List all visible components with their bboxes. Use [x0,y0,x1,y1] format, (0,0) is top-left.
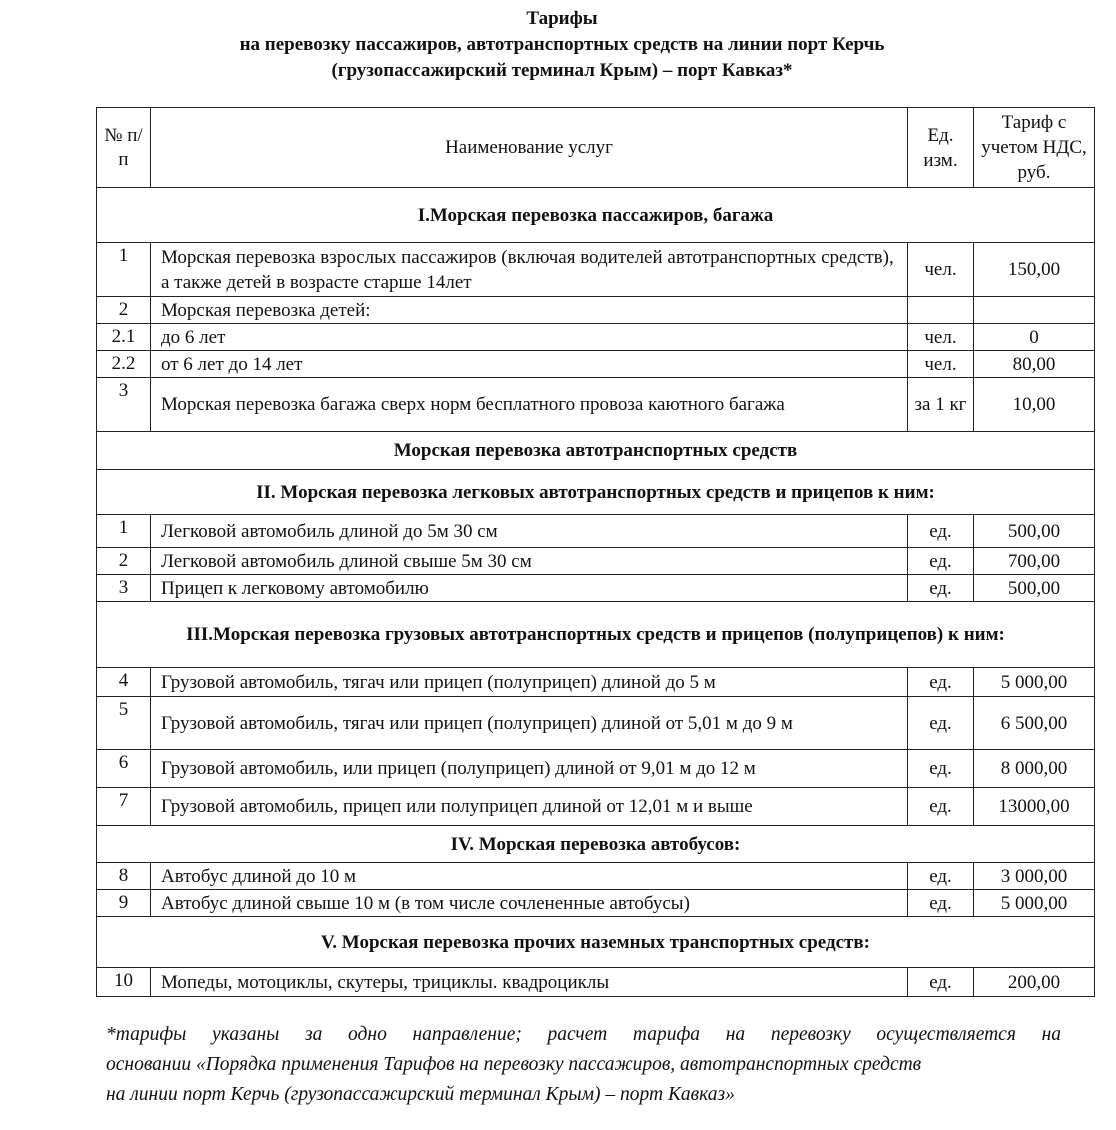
row-unit: ед. [908,548,974,575]
row-unit: ед. [908,697,974,750]
row-unit: ед. [908,668,974,697]
row-unit: ед. [908,750,974,788]
header-num: № п/п [97,108,151,188]
table-row [97,548,1095,575]
section-4-title: IV. Морская перевозка автобусов: [97,826,1095,863]
footnote [106,1020,1061,1110]
row-num: 10 [97,968,151,997]
row-unit: чел. [908,351,974,378]
row-num: 9 [97,890,151,917]
row-unit: чел. [908,324,974,351]
row-name: от 6 лет до 14 лет [151,351,908,378]
table-header-row [97,108,1095,188]
row-num: 5 [97,697,151,750]
section-5-title: V. Морская перевозка прочих наземных транспортных средств: [97,917,1095,968]
row-num: 2 [97,548,151,575]
row-name: Автобус длиной до 10 м [151,863,908,890]
table-row [97,243,1095,297]
row-unit: ед. [908,515,974,548]
table-row [97,668,1095,697]
row-price: 80,00 [974,351,1095,378]
row-price: 500,00 [974,575,1095,602]
row-name: Автобус длиной свыше 10 м (в том числе сочлененные автобусы) [151,890,908,917]
row-unit: ед. [908,788,974,826]
row-price: 5 000,00 [974,890,1095,917]
row-name: Мопеды, мотоциклы, скутеры, трициклы. квадроциклы [151,968,908,997]
row-unit: за 1 кг [908,378,974,432]
row-price: 6 500,00 [974,697,1095,750]
row-name: Грузовой автомобиль, прицеп или полуприцеп длиной от 12,01 м и выше [151,788,908,826]
footnote-line-2: основании «Порядка применения Тарифов на перевозку пассажиров, автотранспортных средств [106,1054,922,1075]
section-vehicles-title: Морская перевозка автотранспортных средств [97,432,1095,470]
header-name: Наименование услуг [151,108,908,188]
section-row [97,432,1095,470]
row-price: 700,00 [974,548,1095,575]
row-unit [908,297,974,324]
section-row [97,470,1095,515]
row-num: 3 [97,575,151,602]
footnote-line-3: на линии порт Керчь (грузопассажирский терминал Крым) – порт Кавказ» [106,1084,735,1105]
row-num: 4 [97,668,151,697]
row-price: 10,00 [974,378,1095,432]
row-unit: ед. [908,890,974,917]
row-name: Морская перевозка детей: [151,297,908,324]
section-row [97,917,1095,968]
table-row [97,750,1095,788]
row-unit: ед. [908,863,974,890]
table-row [97,968,1095,997]
row-name: Грузовой автомобиль, тягач или прицеп (полуприцеп) длиной от 5,01 м до 9 м [151,697,908,750]
row-price: 13000,00 [974,788,1095,826]
row-name: Легковой автомобиль длиной свыше 5м 30 см [151,548,908,575]
row-price: 8 000,00 [974,750,1095,788]
row-name: Грузовой автомобиль, или прицеп (полуприцеп) длиной от 9,01 м до 12 м [151,750,908,788]
row-num: 2 [97,297,151,324]
tariff-table [96,107,1095,997]
section-row [97,826,1095,863]
section-1-title: I.Морская перевозка пассажиров, багажа [97,188,1095,243]
row-price: 3 000,00 [974,863,1095,890]
row-num: 7 [97,788,151,826]
footnote-line-1: *тарифы указаны за одно направление; расчет тарифа на перевозку осуществляется на [106,1024,1061,1045]
section-3-title: III.Морская перевозка грузовых автотранспортных средств и прицепов (полуприцепов) к ним: [97,602,1095,668]
table-row [97,788,1095,826]
row-price: 150,00 [974,243,1095,297]
section-2-title: II. Морская перевозка легковых автотранспортных средств и прицепов к ним: [97,470,1095,515]
header-unit: Ед. изм. [908,108,974,188]
table-row [97,324,1095,351]
row-name: Морская перевозка багажа сверх норм бесплатного провоза каютного багажа [151,378,908,432]
row-name: Морская перевозка взрослых пассажиров (включая водителей автотранспортных средств), а также детей в возрасте старше 14лет [151,243,908,297]
table-row [97,515,1095,548]
row-name: Грузовой автомобиль, тягач или прицеп (полуприцеп) длиной до 5 м [151,668,908,697]
document-title [0,6,1116,84]
row-price: 500,00 [974,515,1095,548]
row-price: 200,00 [974,968,1095,997]
row-num: 6 [97,750,151,788]
row-num: 1 [97,515,151,548]
title-line-2: на перевозку пассажиров, автотранспортных средств на линии порт Керчь [239,34,885,55]
row-unit: ед. [908,968,974,997]
row-price: 0 [974,324,1095,351]
title-line-3: (грузопассажирский терминал Крым) – порт Кавказ* [331,60,793,81]
header-price: Тариф с учетом НДС, руб. [974,108,1095,188]
row-name: до 6 лет [151,324,908,351]
table-row [97,575,1095,602]
row-price: 5 000,00 [974,668,1095,697]
row-name: Прицеп к легковому автомобилю [151,575,908,602]
table-row [97,297,1095,324]
row-num: 2.1 [97,324,151,351]
row-unit: чел. [908,243,974,297]
row-unit: ед. [908,575,974,602]
section-row [97,188,1095,243]
table-row [97,378,1095,432]
table-row [97,697,1095,750]
table-row [97,351,1095,378]
row-num: 1 [97,243,151,297]
row-name: Легковой автомобиль длиной до 5м 30 см [151,515,908,548]
title-line-1: Тарифы [526,8,598,29]
row-num: 3 [97,378,151,432]
section-row [97,602,1095,668]
row-num: 2.2 [97,351,151,378]
table-row [97,890,1095,917]
table-row [97,863,1095,890]
row-price [974,297,1095,324]
row-num: 8 [97,863,151,890]
